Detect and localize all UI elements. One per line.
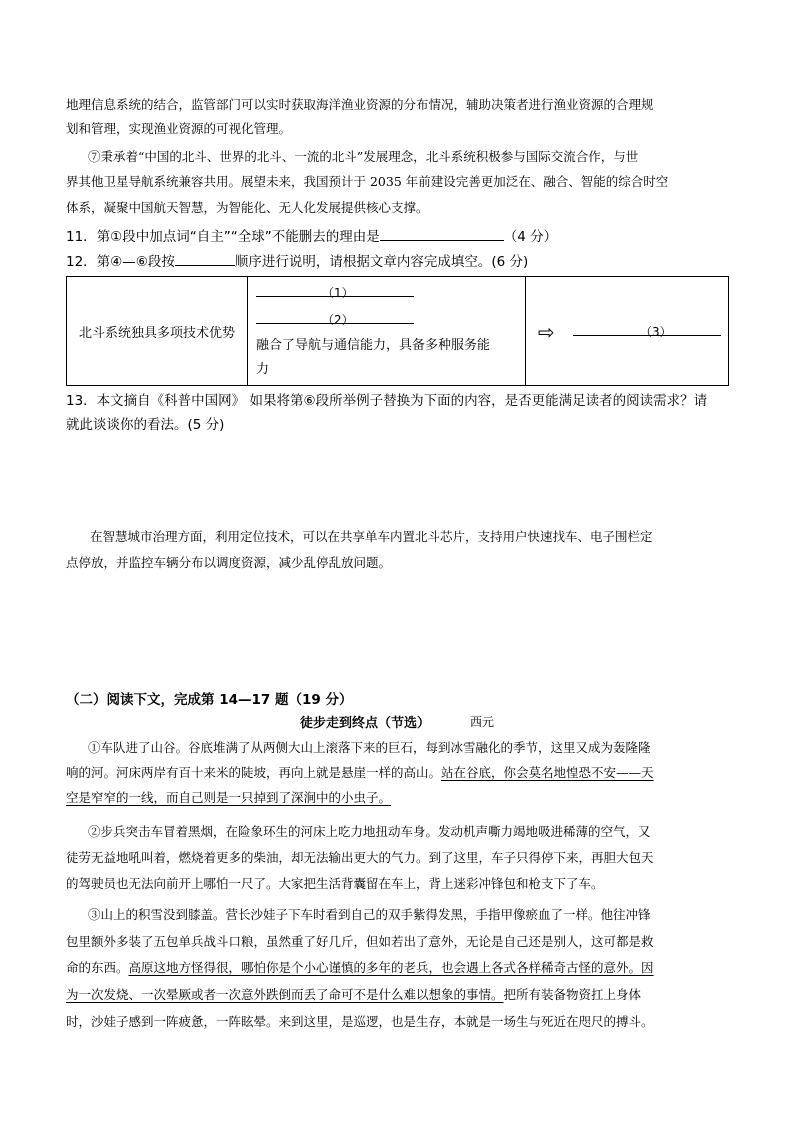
table-blank-1-label: （1）	[322, 286, 354, 300]
passage2-p1-underlined-b: 空是窄窄的一线，而自己则是一只掉到了深涧中的小虫子。	[66, 790, 392, 805]
passage2-p3-line3-text: 命的东西。	[66, 960, 129, 975]
table-cell-details-line2: 力	[256, 362, 270, 377]
passage1-p7-line1: ⑦秉承着“中国的北斗、世界的北斗、一流的北斗”发展理念，北斗系统积极参与国际交流合作，与世	[88, 149, 639, 164]
question-13-line2: 就此谈谈你的看法。(5 分)	[66, 417, 225, 433]
passage2-author: 西元	[470, 715, 495, 729]
table-blank-3-label: （3）	[640, 325, 672, 339]
question-11-text: 11．第①段中加点词“自主”“全球”不能删去的理由是	[66, 229, 380, 245]
passage2-p2-line2: 徒劳无益地吼叫着，燃烧着更多的柴油，却无法输出更大的气力。到了这里，车子只得停下来，再胆大包天	[66, 850, 654, 865]
passage2-title: 徒步走到终点（节选）	[300, 716, 431, 731]
passage2-p3-underlined-b: 为一次发烧、一次晕厥或者一次意外跌倒而丢了命可不是什么难以想象的事情。	[66, 987, 504, 1002]
passage2-p3-line5: 时，沙娃子感到一阵疲惫，一阵眩晕。来到这里，是巡逻，也是生存，本就是一场生与死近在咫尺的搏斗。	[66, 1014, 654, 1029]
table-cell-advantage-text: 北斗系统独具多项技术优势	[78, 325, 235, 341]
passage2-p3-line2: 包里额外多装了五包单兵战斗口粮，虽然重了好几斤，但如若出了意外，无论是自己还是别人，这可都是救	[66, 934, 654, 949]
passage1-p7-line3: 体系，凝聚中国航天智慧，为智能化、无人化发展提供核心支撑。	[66, 200, 429, 215]
table-cell-advantage	[67, 277, 248, 386]
passage2-p3-line1: ③山上的积雪没到膝盖。营长沙娃子下车时看到自己的双手紫得发黑，手指甲像瘀血了一样。他往冲锋	[88, 907, 651, 922]
passage2-p1-underlined-a: 站在谷底，你会莫名地惶恐不安——天	[441, 765, 654, 780]
passage2-p3-line4	[66, 985, 641, 1005]
question-12-order-blank[interactable]	[175, 250, 235, 266]
passage2-p1-line2-text: 响的河。河床两岸有百十来米的陡坡，再向上就是悬崖一样的高山。	[66, 765, 442, 780]
question-12	[66, 250, 528, 273]
question-12-post: 顺序进行说明，请根据文章内容完成填空。(6 分)	[234, 254, 529, 270]
table-cell-details-line1: 融合了导航与通信能力，具备多种服务能	[256, 338, 491, 353]
passage2-p3-underlined-a: 高原这地方怪得很，哪怕你是个小心谨慎的多年的老兵，也会遇上各式各样稀奇古怪的意外。因	[128, 960, 654, 975]
question-11	[66, 225, 557, 248]
table-cell-details-text	[256, 334, 490, 382]
passage2-p1-line2	[66, 763, 654, 783]
question-12-pre: 12．第④—⑥段按	[66, 254, 175, 270]
arrow-icon: ⇨	[538, 320, 555, 344]
section2-heading: （二）阅读下文，完成第 14—17 题（19 分）	[66, 692, 353, 708]
excerpt-line1: 在智慧城市治理方面，利用定位技术，可以在共享单车内置北斗芯片，支持用户快速找车、电子围栏定	[90, 529, 653, 544]
question-11-answer-blank[interactable]	[380, 225, 504, 241]
question-13-line1: 13．本文摘自《科普中国网》 如果将第⑥段所举例子替换为下面的内容，是否更能满足读者的阅读需求？请	[66, 393, 708, 409]
table-cell-conclusion	[526, 277, 729, 386]
passage2-p2-line3: 的驾驶员也无法向前开上哪怕一尺了。大家把生活背囊留在车上，背上迷彩冲锋包和枪支下了车。	[66, 876, 604, 891]
passage1-p7-line2: 界其他卫星导航系统兼容共用。展望未来，我国预计于 2035 年前建设完善更加泛在、融合、智能的综合时空	[66, 174, 669, 189]
excerpt-line2: 点停放，并监控车辆分布以调度资源，减少乱停乱放问题。	[66, 555, 392, 570]
passage2-p3-line3	[66, 958, 654, 978]
question-11-score: （4 分）	[503, 229, 558, 245]
passage2-p1-line1: ①车队进了山谷。谷底堆满了从两侧大山上滚落下来的巨石，每到冰雪融化的季节，这里又成为轰隆隆	[88, 740, 651, 755]
passage2-p3-line4-text: 把所有装备物资扛上身体	[503, 987, 642, 1002]
passage1-p6-line1: 地理信息系统的结合，监管部门可以实时获取海洋渔业资源的分布情况，辅助决策者进行渔业资源的合理规	[66, 97, 654, 112]
table-blank-2-label: （2）	[322, 313, 354, 327]
passage2-p2-line1: ②步兵突击车冒着黑烟，在险象环生的河床上吃力地扭动车身。发动机声嘶力竭地吸进稀薄的空气，又	[88, 824, 651, 839]
passage1-p6-line2: 划和管理，实现渔业资源的可视化管理。	[66, 121, 292, 136]
